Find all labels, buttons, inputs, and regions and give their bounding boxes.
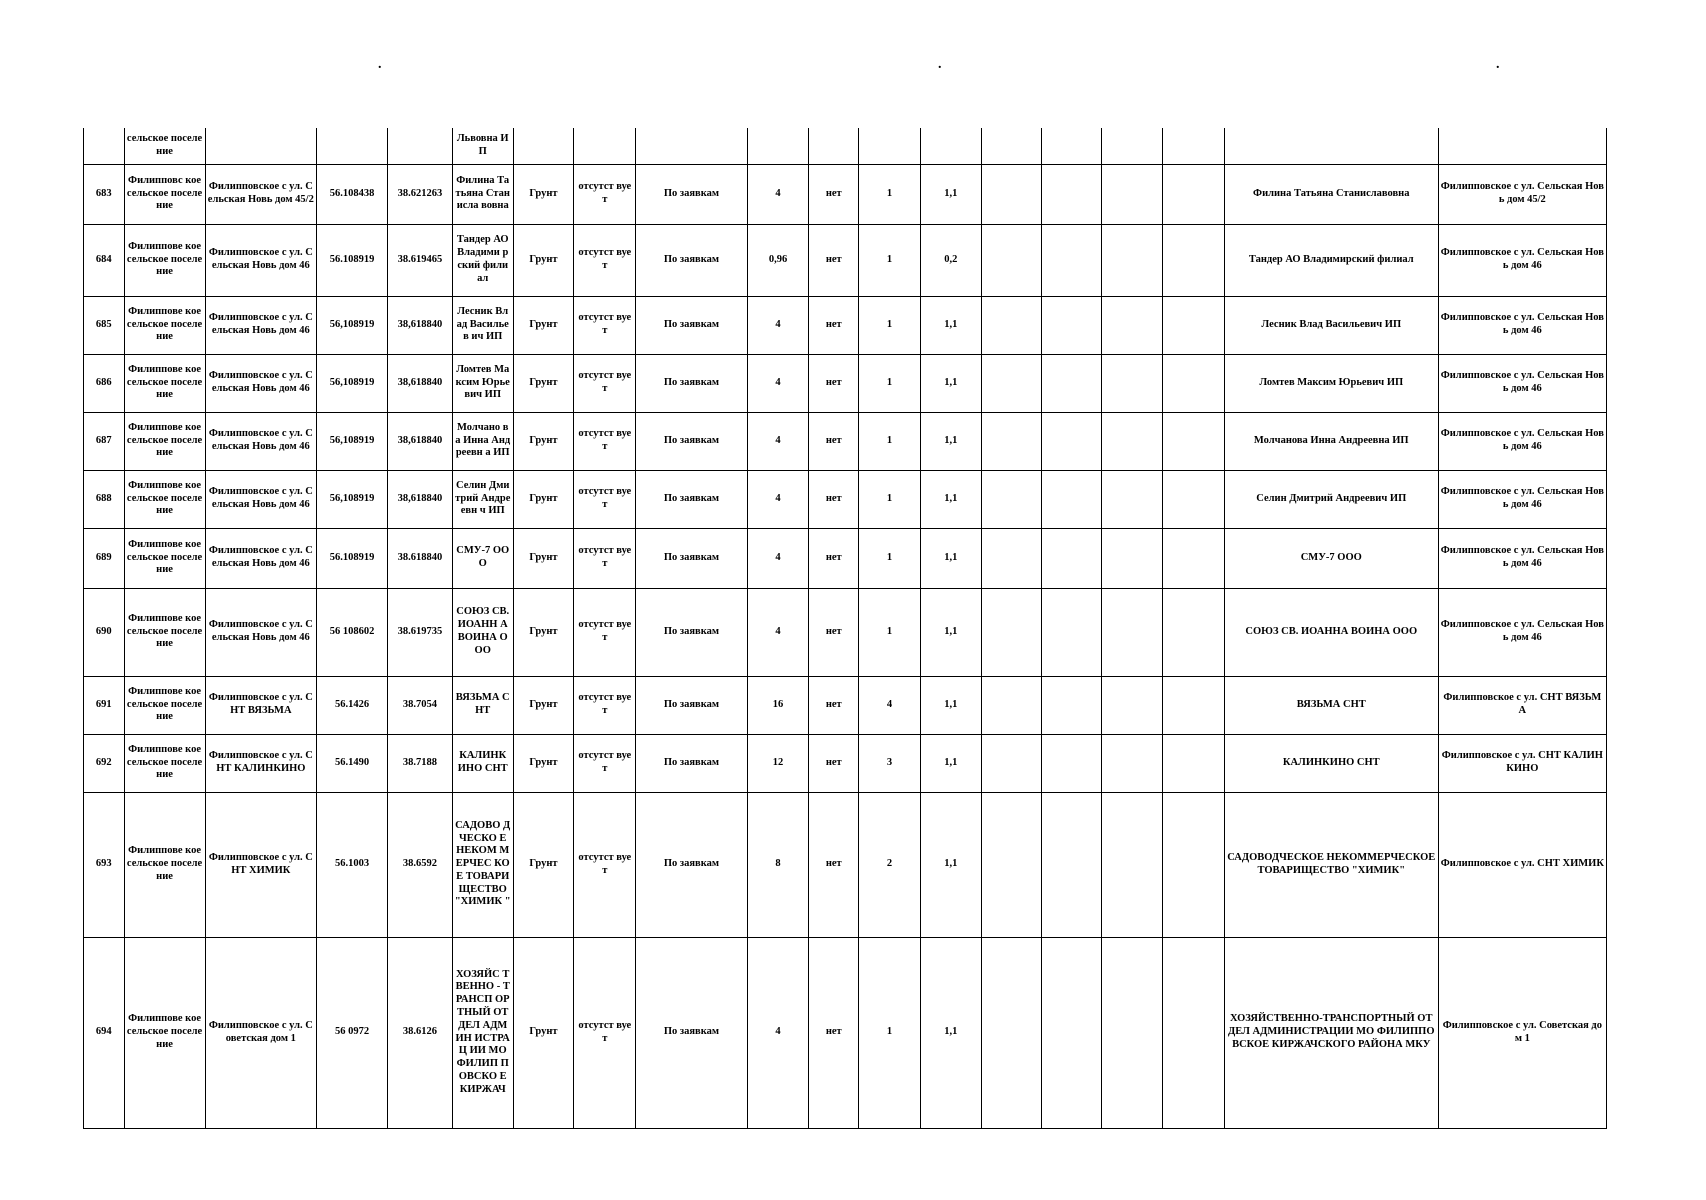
roof-cell: нет: [809, 588, 859, 676]
empty-cell: [1102, 734, 1163, 792]
latitude-cell: 56.108919: [317, 528, 388, 588]
container-count-cell: 1: [859, 354, 921, 412]
roof-cell: нет: [809, 470, 859, 528]
area-cell: 8: [747, 792, 809, 937]
container-volume-cell: 1,1: [920, 588, 981, 676]
owner-cell: САДОВОДЧЕСКОЕ НЕКОММЕРЧЕСКОЕ ТОВАРИЩЕСТВО "ХИМИК": [1224, 792, 1438, 937]
owner-cell: СОЮЗ СВ. ИОАННА ВОИНА ООО: [1224, 588, 1438, 676]
row-number-cell: 686: [84, 354, 125, 412]
address-cell: Филипповское с ул. Сельская Новь дом 46: [205, 354, 316, 412]
area-cell: 4: [747, 412, 809, 470]
export-schedule-cell: По заявкам: [636, 224, 747, 296]
owner-short-cell: Селин Дмитрий Андреевн ч ИП: [452, 470, 513, 528]
longitude-cell: 38.618840: [387, 528, 452, 588]
surface-cell: Грунт: [513, 528, 574, 588]
owner-cell: ВЯЗЬМА СНТ: [1224, 676, 1438, 734]
empty-cell: [1102, 470, 1163, 528]
owner-cell: Лесник Влад Васильевич ИП: [1224, 296, 1438, 354]
export-schedule-cell: По заявкам: [636, 528, 747, 588]
fence-cell: отсутст вует: [574, 676, 636, 734]
empty-cell: [1163, 354, 1225, 412]
latitude-cell: 56.1003: [317, 792, 388, 937]
empty-cell: [1102, 792, 1163, 937]
empty-cell: [981, 588, 1042, 676]
container-volume-cell: 1,1: [920, 412, 981, 470]
area-cell: 16: [747, 676, 809, 734]
owner-short-cell: Лесник Влад Васильев ич ИП: [452, 296, 513, 354]
empty-cell: [981, 734, 1042, 792]
settlement-cell: Филиппове кое сельское поселение: [124, 937, 205, 1128]
empty-cell: [1102, 224, 1163, 296]
empty-cell: [981, 528, 1042, 588]
owner-short-cell: Филина Татьяна Станисла вовна: [452, 164, 513, 224]
longitude-cell: 38.7054: [387, 676, 452, 734]
container-count-cell: 1: [859, 588, 921, 676]
table-row: [84, 528, 1607, 588]
owner-cell: Тандер АО Владимирский филиал: [1224, 224, 1438, 296]
fence-cell: отсутст вует: [574, 792, 636, 937]
table-row: [84, 412, 1607, 470]
roof-cell: нет: [809, 676, 859, 734]
empty-cell: [1042, 676, 1102, 734]
empty-cell: [1163, 734, 1225, 792]
address-cell: Филипповское с ул. СНТ ХИМИК: [205, 792, 316, 937]
latitude-cell: 56 108602: [317, 588, 388, 676]
source-address-cell: Филипповское с ул. Советская дом 1: [1438, 937, 1606, 1128]
export-schedule-cell: По заявкам: [636, 296, 747, 354]
settlement-cell: сельское поселение: [124, 128, 205, 164]
fence-cell: отсутст вует: [574, 412, 636, 470]
settlement-cell: Филипповс кое сельское поселение: [124, 164, 205, 224]
longitude-cell: 38.6592: [387, 792, 452, 937]
latitude-cell: 56,108919: [317, 296, 388, 354]
settlement-cell: Филиппове кое сельское поселение: [124, 412, 205, 470]
export-schedule-cell: По заявкам: [636, 937, 747, 1128]
area-cell: 4: [747, 470, 809, 528]
owner-short-cell: Тандер АО Владими рский филиал: [452, 224, 513, 296]
container-volume-cell: 1,1: [920, 792, 981, 937]
latitude-cell: 56 0972: [317, 937, 388, 1128]
roof-cell: нет: [809, 937, 859, 1128]
empty-cell: [1042, 470, 1102, 528]
table-row: [84, 734, 1607, 792]
row-number-cell: 688: [84, 470, 125, 528]
longitude-cell: 38.6126: [387, 937, 452, 1128]
longitude-cell: 38.7188: [387, 734, 452, 792]
container-volume-cell: 1,1: [920, 354, 981, 412]
container-volume-cell: 1,1: [920, 528, 981, 588]
settlement-cell: Филиппове кое сельское поселение: [124, 588, 205, 676]
container-volume-cell: 1,1: [920, 164, 981, 224]
owner-short-cell: СМУ-7 ООО: [452, 528, 513, 588]
latitude-cell: 56,108919: [317, 470, 388, 528]
surface-cell: Грунт: [513, 296, 574, 354]
empty-cell: [1102, 588, 1163, 676]
empty-cell: [1042, 734, 1102, 792]
latitude-cell: 56.1490: [317, 734, 388, 792]
settlement-cell: Филиппове кое сельское поселение: [124, 354, 205, 412]
export-schedule-cell: По заявкам: [636, 470, 747, 528]
table-row: [84, 937, 1607, 1128]
container-count-cell: 2: [859, 792, 921, 937]
owner-short-cell: САДОВО ДЧЕСКО Е НЕКОМ МЕРЧЕС КОЕ ТОВАРИ ЩЕСТВО "ХИМИК ": [452, 792, 513, 937]
empty-cell: [1102, 164, 1163, 224]
fence-cell: отсутст вует: [574, 470, 636, 528]
source-address-cell: Филипповское с ул. Сельская Новь дом 46: [1438, 588, 1606, 676]
table-row: [84, 470, 1607, 528]
owner-cell: КАЛИНКИНО СНТ: [1224, 734, 1438, 792]
settlement-cell: Филиппове кое сельское поселение: [124, 528, 205, 588]
roof-cell: нет: [809, 296, 859, 354]
source-address-cell: Филипповское с ул. СНТ ХИМИК: [1438, 792, 1606, 937]
fence-cell: отсутст вует: [574, 354, 636, 412]
latitude-cell: 56.108919: [317, 224, 388, 296]
area-cell: 4: [747, 937, 809, 1128]
address-cell: Филипповское с ул. Сельская Новь дом 46: [205, 224, 316, 296]
empty-cell: [1102, 937, 1163, 1128]
container-count-cell: 4: [859, 676, 921, 734]
owner-short-cell: Молчано ва Инна Андреевн а ИП: [452, 412, 513, 470]
fence-cell: отсутст вует: [574, 224, 636, 296]
surface-cell: Грунт: [513, 164, 574, 224]
table-row: [84, 676, 1607, 734]
settlement-cell: Филиппове кое сельское поселение: [124, 734, 205, 792]
fence-cell: отсутст вует: [574, 296, 636, 354]
address-cell: Филипповское с ул. Сельская Новь дом 46: [205, 296, 316, 354]
row-number-cell: 685: [84, 296, 125, 354]
longitude-cell: 38.619465: [387, 224, 452, 296]
empty-cell: [1163, 224, 1225, 296]
empty-cell: [1163, 588, 1225, 676]
area-cell: 12: [747, 734, 809, 792]
fence-cell: отсутст вует: [574, 588, 636, 676]
source-address-cell: Филипповское с ул. Сельская Новь дом 46: [1438, 528, 1606, 588]
empty-cell: [981, 937, 1042, 1128]
surface-cell: Грунт: [513, 734, 574, 792]
source-address-cell: Филипповское с ул. Сельская Новь дом 46: [1438, 470, 1606, 528]
container-volume-cell: 0,2: [920, 224, 981, 296]
row-number-cell: 692: [84, 734, 125, 792]
empty-cell: [981, 676, 1042, 734]
owner-short-cell: Ломтев Максим Юрьевич ИП: [452, 354, 513, 412]
scan-mark: .: [1496, 57, 1500, 72]
empty-cell: [1163, 792, 1225, 937]
owner-cell: Ломтев Максим Юрьевич ИП: [1224, 354, 1438, 412]
empty-cell: [1042, 224, 1102, 296]
source-address-cell: Филипповское с ул. СНТ КАЛИНКИНО: [1438, 734, 1606, 792]
source-address-cell: Филипповское с ул. Сельская Новь дом 46: [1438, 412, 1606, 470]
empty-cell: [1042, 528, 1102, 588]
roof-cell: нет: [809, 734, 859, 792]
table-row: [84, 164, 1607, 224]
longitude-cell: 38.621263: [387, 164, 452, 224]
export-schedule-cell: По заявкам: [636, 792, 747, 937]
fence-cell: отсутст вует: [574, 528, 636, 588]
empty-cell: [981, 164, 1042, 224]
container-volume-cell: 1,1: [920, 470, 981, 528]
area-cell: 4: [747, 528, 809, 588]
table-row: [84, 588, 1607, 676]
empty-cell: [1163, 164, 1225, 224]
source-address-cell: Филипповское с ул. Сельская Новь дом 46: [1438, 224, 1606, 296]
row-number-cell: 687: [84, 412, 125, 470]
owner-short-cell: ВЯЗЬМА СНТ: [452, 676, 513, 734]
area-cell: 4: [747, 296, 809, 354]
container-volume-cell: 1,1: [920, 296, 981, 354]
row-number-cell: 693: [84, 792, 125, 937]
empty-cell: [1042, 937, 1102, 1128]
surface-cell: Грунт: [513, 412, 574, 470]
fence-cell: отсутст вует: [574, 937, 636, 1128]
owner-cell: Молчанова Инна Андреевна ИП: [1224, 412, 1438, 470]
fence-cell: отсутст вует: [574, 734, 636, 792]
owner-cell: Филина Татьяна Станиславовна: [1224, 164, 1438, 224]
empty-cell: [1102, 676, 1163, 734]
empty-cell: [1042, 354, 1102, 412]
empty-cell: [981, 224, 1042, 296]
longitude-cell: 38,618840: [387, 296, 452, 354]
settlement-cell: Филиппове кое сельское поселение: [124, 470, 205, 528]
source-address-cell: Филипповское с ул. Сельская Новь дом 45/2: [1438, 164, 1606, 224]
row-number-cell: 691: [84, 676, 125, 734]
empty-cell: [1042, 792, 1102, 937]
owner-short-cell: ХОЗЯЙС ТВЕННО - ТРАНСП ОРТНЫЙ ОТДЕЛ АДМИН ИСТРАЦ ИИ МО ФИЛИП ПОВСКО Е КИРЖАЧ: [452, 937, 513, 1128]
empty-cell: [1102, 354, 1163, 412]
area-cell: 4: [747, 164, 809, 224]
empty-cell: [1102, 296, 1163, 354]
latitude-cell: 56,108919: [317, 354, 388, 412]
container-count-cell: 1: [859, 470, 921, 528]
empty-cell: [981, 296, 1042, 354]
container-count-cell: 1: [859, 528, 921, 588]
empty-cell: [981, 470, 1042, 528]
container-count-cell: 1: [859, 412, 921, 470]
source-address-cell: Филипповское с ул. СНТ ВЯЗЬМА: [1438, 676, 1606, 734]
longitude-cell: 38,618840: [387, 354, 452, 412]
surface-cell: Грунт: [513, 676, 574, 734]
surface-cell: Грунт: [513, 224, 574, 296]
roof-cell: нет: [809, 412, 859, 470]
table-row: [84, 128, 1607, 164]
row-number-cell: 694: [84, 937, 125, 1128]
area-cell: 4: [747, 588, 809, 676]
export-schedule-cell: По заявкам: [636, 354, 747, 412]
address-cell: Филипповское с ул. СНТ КАЛИНКИНО: [205, 734, 316, 792]
area-cell: 0,96: [747, 224, 809, 296]
roof-cell: нет: [809, 224, 859, 296]
container-count-cell: 1: [859, 164, 921, 224]
empty-cell: [981, 792, 1042, 937]
table-row: [84, 224, 1607, 296]
empty-cell: [1163, 937, 1225, 1128]
empty-cell: [1042, 588, 1102, 676]
empty-cell: [1042, 164, 1102, 224]
owner-short-cell: КАЛИНК ИНО СНТ: [452, 734, 513, 792]
export-schedule-cell: По заявкам: [636, 164, 747, 224]
empty-cell: [1163, 470, 1225, 528]
address-cell: Филипповское с ул. Советская дом 1: [205, 937, 316, 1128]
surface-cell: Грунт: [513, 792, 574, 937]
settlement-cell: Филиппове кое сельское поселение: [124, 224, 205, 296]
empty-cell: [1042, 412, 1102, 470]
surface-cell: Грунт: [513, 937, 574, 1128]
address-cell: Филипповское с ул. Сельская Новь дом 45/2: [205, 164, 316, 224]
row-number-cell: 690: [84, 588, 125, 676]
container-count-cell: 3: [859, 734, 921, 792]
longitude-cell: 38,618840: [387, 412, 452, 470]
latitude-cell: 56.108438: [317, 164, 388, 224]
source-address-cell: Филипповское с ул. Сельская Новь дом 46: [1438, 354, 1606, 412]
surface-cell: Грунт: [513, 588, 574, 676]
empty-cell: [981, 412, 1042, 470]
longitude-cell: 38,618840: [387, 470, 452, 528]
export-schedule-cell: По заявкам: [636, 412, 747, 470]
row-number-cell: 689: [84, 528, 125, 588]
roof-cell: нет: [809, 528, 859, 588]
address-cell: Филипповское с ул. Сельская Новь дом 46: [205, 588, 316, 676]
owner-cell: ХОЗЯЙСТВЕННО-ТРАНСПОРТНЫЙ ОТДЕЛ АДМИНИСТРАЦИИ МО ФИЛИППОВСКОЕ КИРЖАЧСКОГО РАЙОНА МКУ: [1224, 937, 1438, 1128]
export-schedule-cell: По заявкам: [636, 734, 747, 792]
export-schedule-cell: По заявкам: [636, 588, 747, 676]
empty-cell: [1042, 296, 1102, 354]
container-count-cell: 1: [859, 224, 921, 296]
fence-cell: отсутст вует: [574, 164, 636, 224]
container-volume-cell: 1,1: [920, 676, 981, 734]
empty-cell: [1102, 528, 1163, 588]
owner-cell: СМУ-7 ООО: [1224, 528, 1438, 588]
roof-cell: нет: [809, 354, 859, 412]
row-number-cell: 683: [84, 164, 125, 224]
export-schedule-cell: По заявкам: [636, 676, 747, 734]
waste-sites-register-table: [83, 128, 1607, 1129]
latitude-cell: 56,108919: [317, 412, 388, 470]
empty-cell: [1163, 412, 1225, 470]
table-row: [84, 296, 1607, 354]
settlement-cell: Филиппове кое сельское поселение: [124, 792, 205, 937]
area-cell: 4: [747, 354, 809, 412]
settlement-cell: Филиппове кое сельское поселение: [124, 676, 205, 734]
scan-mark: .: [938, 57, 942, 72]
address-cell: Филипповское с ул. Сельская Новь дом 46: [205, 470, 316, 528]
address-cell: Филипповское с ул. Сельская Новь дом 46: [205, 528, 316, 588]
surface-cell: Грунт: [513, 470, 574, 528]
scan-mark: .: [378, 57, 382, 72]
address-cell: Филипповское с ул. СНТ ВЯЗЬМА: [205, 676, 316, 734]
empty-cell: [1102, 412, 1163, 470]
row-number-cell: 684: [84, 224, 125, 296]
owner-short-cell: СОЮЗ СВ. ИОАНН А ВОИНА ООО: [452, 588, 513, 676]
source-address-cell: Филипповское с ул. Сельская Новь дом 46: [1438, 296, 1606, 354]
container-volume-cell: 1,1: [920, 734, 981, 792]
table-row: [84, 792, 1607, 937]
owner-short-cell: Львовна ИП: [452, 128, 513, 164]
empty-cell: [1163, 528, 1225, 588]
longitude-cell: 38.619735: [387, 588, 452, 676]
container-volume-cell: 1,1: [920, 937, 981, 1128]
surface-cell: Грунт: [513, 354, 574, 412]
empty-cell: [1163, 296, 1225, 354]
table-row: [84, 354, 1607, 412]
empty-cell: [981, 354, 1042, 412]
empty-cell: [1163, 676, 1225, 734]
owner-cell: Селин Дмитрий Андреевич ИП: [1224, 470, 1438, 528]
latitude-cell: 56.1426: [317, 676, 388, 734]
roof-cell: нет: [809, 792, 859, 937]
container-count-cell: 1: [859, 296, 921, 354]
settlement-cell: Филиппове кое сельское поселение: [124, 296, 205, 354]
address-cell: Филипповское с ул. Сельская Новь дом 46: [205, 412, 316, 470]
container-count-cell: 1: [859, 937, 921, 1128]
roof-cell: нет: [809, 164, 859, 224]
